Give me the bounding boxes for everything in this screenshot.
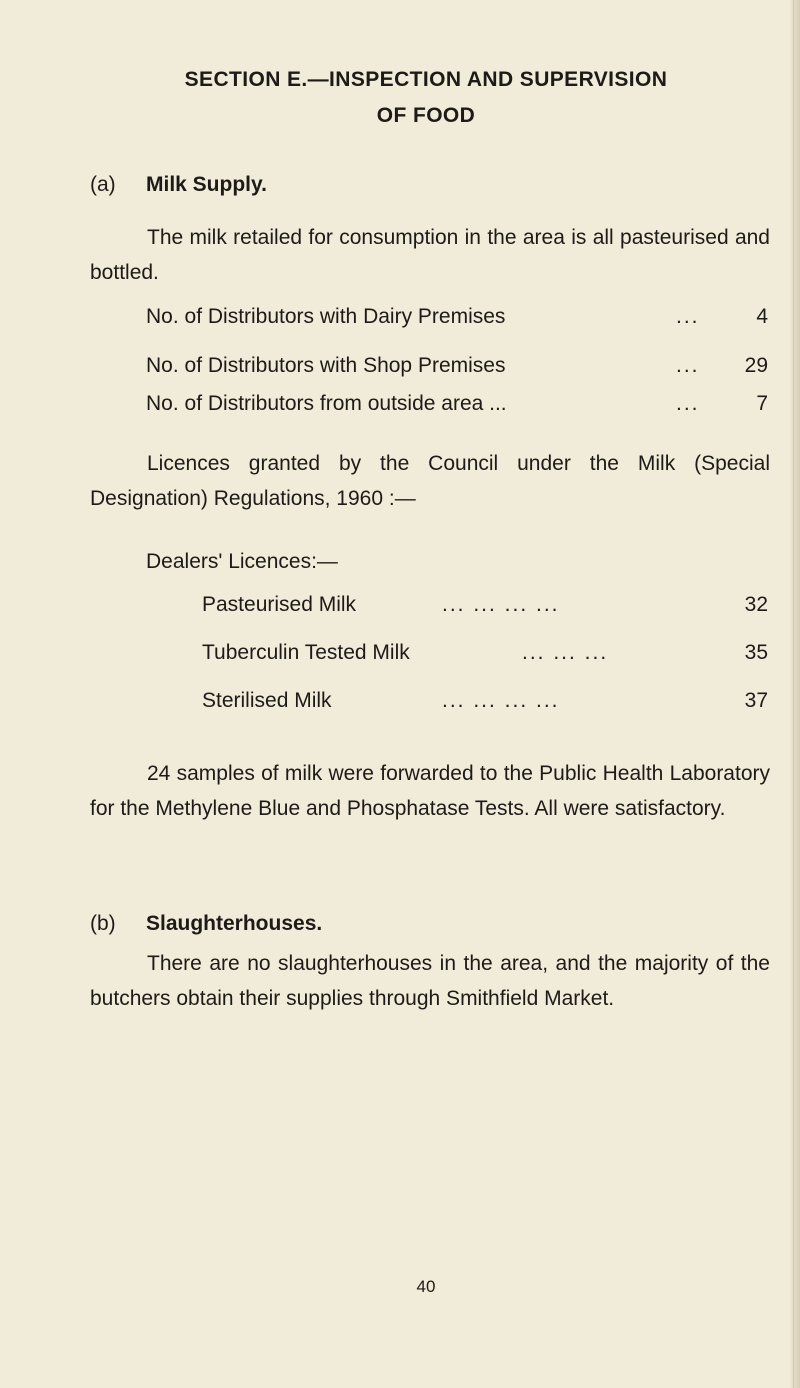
milk-intro-paragraph: The milk retailed for consumption in the area is all pasteurised and bottled. (90, 226, 770, 284)
distributor-row (146, 349, 768, 383)
samples-paragraph: 24 samples of milk were forwarded to the Public Health Laboratory for the Methylene Blue and Phosphatase Tests. All were satisfactory. (90, 762, 770, 820)
slaughter-paragraph: There are no slaughterhouses in the area, and the majority of the butchers obtain their supplies through Smithfield Market. (90, 952, 770, 1010)
dealer-licence-value: 35 (744, 641, 768, 664)
dealer-licence-value: 37 (744, 689, 768, 712)
page-number: 40 (416, 1277, 436, 1296)
dealer-licence-row (202, 684, 768, 718)
leader-dots: ... (676, 392, 700, 415)
section-title-continued: OF FOOD (376, 104, 476, 127)
dealer-licence-row (202, 588, 768, 622)
dealer-licence-label: Tuberculin Tested Milk (202, 641, 410, 664)
milk-heading: Milk Supply. (146, 173, 267, 196)
distributor-value: 4 (756, 305, 768, 328)
leader-dots: ... (676, 354, 700, 377)
dealers-heading: Dealers' Licences:— (146, 550, 338, 573)
distributor-label: No. of Distributors from outside area ... (146, 392, 507, 415)
leader-dots: ... ... ... (522, 641, 609, 664)
page-edge (790, 0, 800, 1388)
dealer-licence-label: Sterilised Milk (202, 689, 332, 712)
leader-dots: ... (676, 305, 700, 328)
licences-intro-paragraph: Licences granted by the Council under the Milk (Special Designation) Regulations, 1960 :— (90, 452, 770, 510)
page-edge-line (793, 0, 794, 1388)
distributor-label: No. of Distributors with Dairy Premises (146, 305, 506, 328)
distributor-row (146, 387, 768, 421)
leader-dots: ... ... ... ... (442, 689, 560, 712)
dealer-licence-label: Pasteurised Milk (202, 593, 357, 616)
leader-dots: ... ... ... ... (442, 593, 560, 616)
milk-heading-marker: (a) (90, 173, 116, 196)
slaughter-heading-marker: (b) (90, 912, 116, 935)
dealer-licence-value: 32 (744, 593, 768, 616)
distributor-label: No. of Distributors with Shop Premises (146, 354, 506, 377)
slaughter-heading: Slaughterhouses. (146, 912, 323, 935)
section-title: SECTION E.—INSPECTION AND SUPERVISION (184, 68, 668, 91)
distributor-value: 7 (756, 392, 768, 415)
dealer-licence-row (202, 636, 768, 670)
distributor-row (146, 300, 768, 334)
distributor-value: 29 (744, 354, 768, 377)
